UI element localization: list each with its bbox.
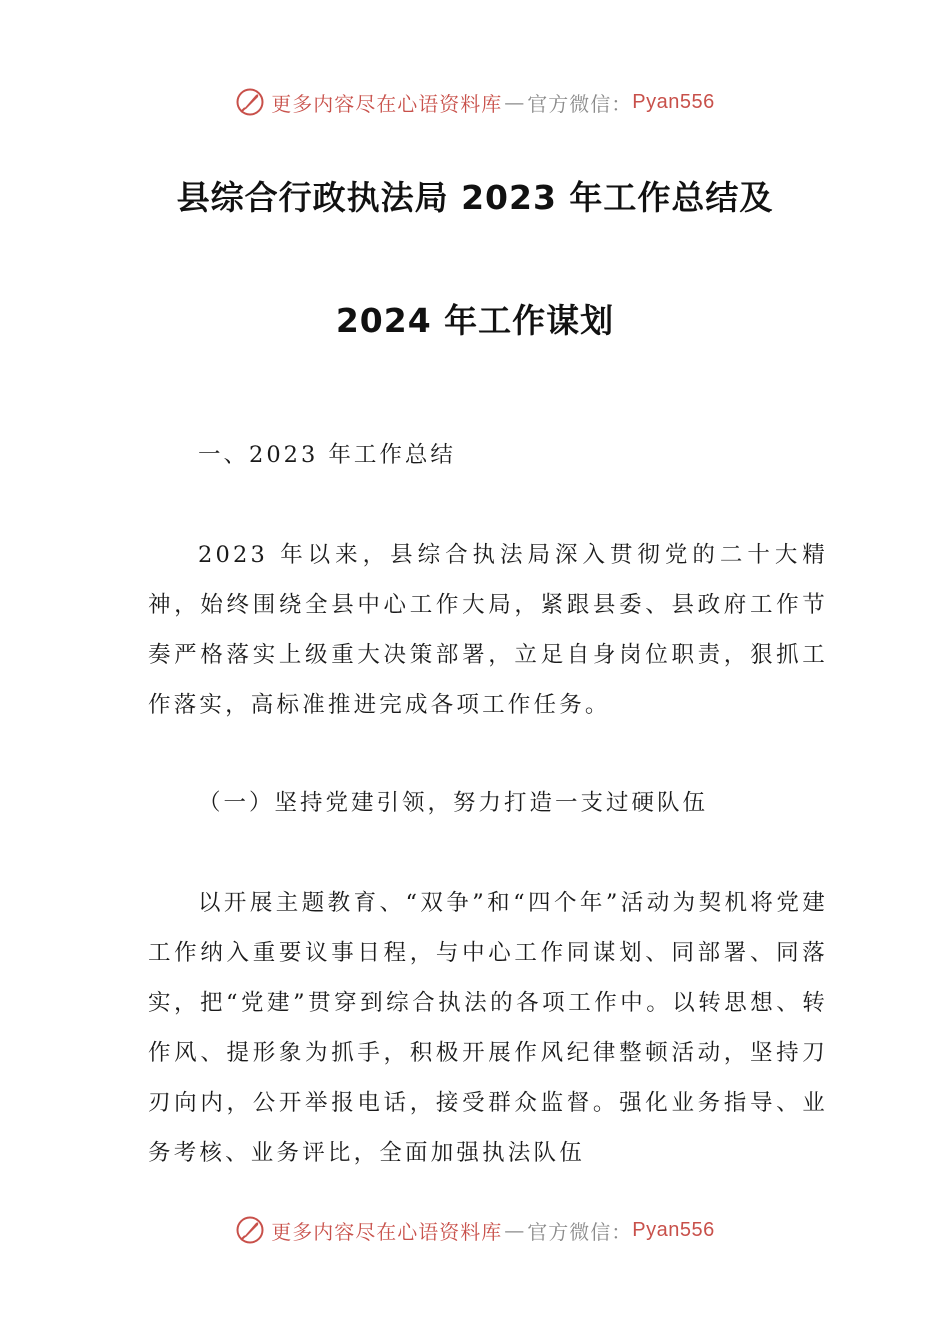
feather-pen-logo-icon	[235, 1215, 265, 1245]
watermark-header	[0, 82, 950, 122]
document-title-line-2: 2024 年工作谋划	[335, 301, 615, 340]
watermark-official-label: 官方微信：	[527, 91, 633, 116]
subsection-heading-1: （一）坚持党建引领，努力打造一支过硬队伍	[198, 790, 709, 816]
watermark-handle: Pyan556	[632, 90, 715, 113]
document-title-line-1: 县综合行政执法局 2023 年工作总结及	[176, 178, 774, 217]
watermark-separator: —	[504, 1218, 526, 1242]
section-1-paragraph: 2023 年以来，县综合执法局深入贯彻党的二十大精神，始终围绕全县中心工作大局，紧跟县委、县政府工作节奏严格落实上级重大决策部署，立足自身岗位职责，狠抓工作落实，高标准推进完成各项工作任务。	[148, 542, 828, 718]
watermark-handle: Pyan556	[632, 1218, 715, 1241]
watermark-footer	[0, 1210, 950, 1250]
watermark-site-text: 更多内容尽在心语资料库	[271, 91, 503, 116]
watermark-separator: —	[504, 90, 526, 114]
section-heading-1: 一、2023 年工作总结	[198, 442, 456, 468]
subsection-1-paragraph: 以开展主题教育、“双争”和“四个年”活动为契机将党建工作纳入重要议事日程，与中心工作同谋划、同部署、同落实，把“党建”贯穿到综合执法的各项工作中。以转思想、转作风、提形象为抓手，积极开展作风纪律整顿活动，坚持刀刃向内，公开举报电话，接受群众监督。强化业务指导、业务考核、业务评比，全面加强执法队伍	[148, 890, 828, 1166]
feather-pen-logo-icon	[235, 87, 265, 117]
watermark-official-label: 官方微信：	[527, 1219, 633, 1244]
watermark-site-text: 更多内容尽在心语资料库	[271, 1219, 503, 1244]
